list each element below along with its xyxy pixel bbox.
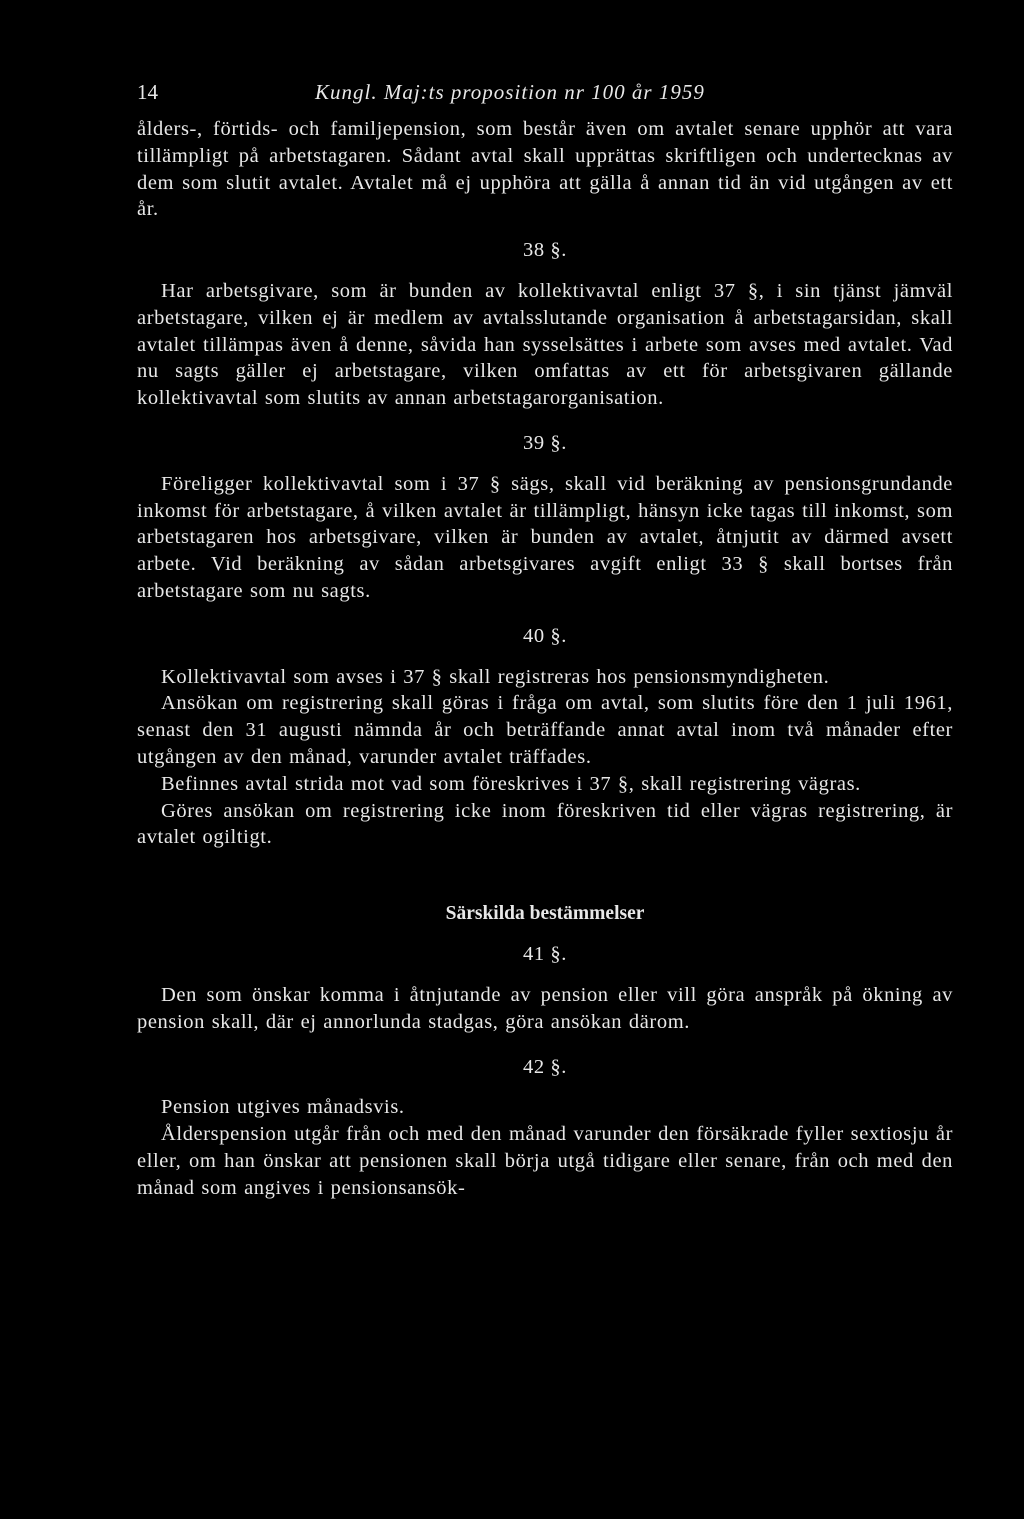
section-42-heading: 42 §. [523, 1055, 567, 1078]
section-40-heading: 40 §. [523, 624, 567, 647]
section-40-paragraph-4: Göres ansökan om registrering icke inom föreskriven tid eller vägras registrering, är avtalet ogiltigt. [137, 799, 953, 849]
section-38-paragraph: Har arbetsgivare, som är bunden av kollektivavtal enligt 37 §, i sin tjänst jämväl arbetstagare, vilken ej är medlem av avtalsslutande organisation å arbetstagarsidan, skall avtalet tillämpas även å denne, såvida han sysselsättes i arbete som avses med avtalet. Vad nu sagts gäller ej arbetstagare, vilken omfattas av ett för arbetsgivaren gällande kollektivavtal som slutits av annan arbetstagarorganisation. [137, 279, 953, 410]
running-head [137, 80, 953, 116]
document-page [137, 80, 953, 1202]
publication-title: Kungl. Maj:ts proposition nr 100 år 1959 [315, 80, 705, 104]
section-39-paragraph: Föreligger kollektivavtal som i 37 § sägs, skall vid beräkning av pensionsgrundande inkomst för arbetstagare, å vilken avtalet är tillämpligt, hänsyn icke tagas till inkomst, som arbetstagaren hos arbetsgivare, vilken är bunden av avtalet, åtnjutit av därmed avsett arbete. Vid beräkning av sådan arbetsgivares avgift enligt 33 § skall bortses från arbetstagare som nu sagts. [137, 472, 953, 602]
section-38-heading: 38 §. [523, 239, 567, 262]
section-40-paragraph-1: Kollektivavtal som avses i 37 § skall registreras hos pensionsmyndigheten. [161, 665, 830, 688]
section-40-paragraph-2: Ansökan om registrering skall göras i fråga om avtal, som slutits före den 1 juli 1961, senast den 31 augusti nämnda år och beträffande annat avtal inom två månader efter utgången av den månad, varunder avtalet träffades. [137, 692, 953, 768]
section-39-heading: 39 §. [523, 431, 567, 454]
page-number: 14 [137, 80, 158, 104]
section-41-heading: 41 §. [523, 943, 567, 966]
special-provisions-heading: Särskilda bestämmelser [445, 903, 645, 925]
section-42-paragraph-2: Ålderspension utgår från och med den månad varunder den försäkrade fyller sextiosju år eller, om han önskar att pensionen skall börja utgå tidigare eller senare, från och med den månad som angives i pensionsansök- [137, 1123, 953, 1199]
section-42-paragraph-1: Pension utgives månadsvis. [161, 1096, 405, 1119]
section-40-paragraph-3: Befinnes avtal strida mot vad som föreskrives i 37 §, skall registrering vägras. [161, 772, 861, 795]
intro-paragraph: ålders-, förtids- och familjepension, som består även om avtalet senare upphör att vara tillämpligt på arbetstagaren. Sådant avtal skall upprättas skriftligen och undertecknas av dem som slutit avtalet. Avtalet må ej upphöra att gälla å annan tid än vid utgången av ett år. [137, 118, 953, 221]
section-41-paragraph: Den som önskar komma i åtnjutande av pension eller vill göra anspråk på ökning av pension skall, där ej annorlunda stadgas, göra ansökan därom. [137, 983, 953, 1033]
